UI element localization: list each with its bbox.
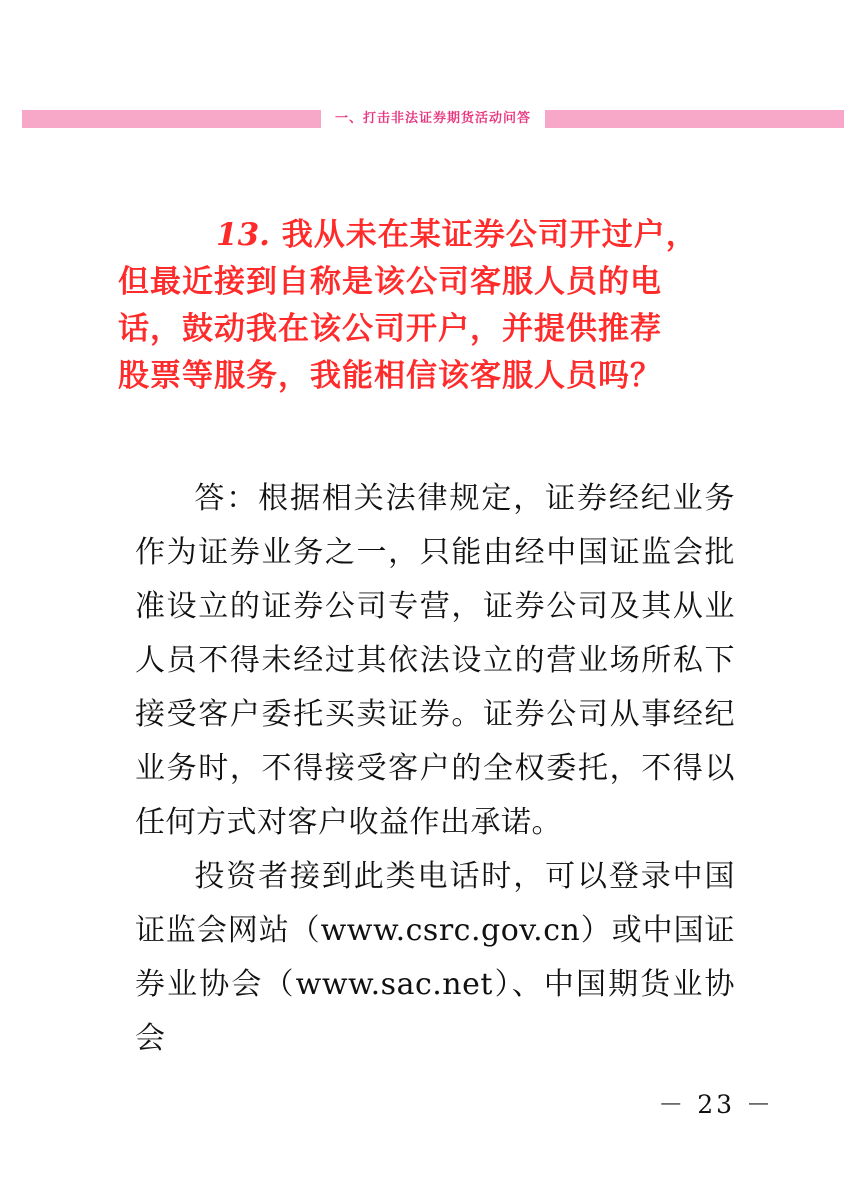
paragraph-2-text: 投资者接到此类电话时，可以登录中国证监会网站（www.csrc.gov.cn）或中国证券业协会（www.sac.net）、中国期货业协会 [135, 859, 735, 1056]
question-line-3: 话，鼓动我在该公司开户，并提供推荐 [118, 311, 662, 347]
paragraph-1 [135, 472, 735, 850]
question-line-4: 股票等服务，我能相信该客服人员吗？ [118, 358, 662, 394]
question-line-2: 但最近接到自称是该公司客服人员的电 [118, 264, 662, 300]
header-rule-right [545, 110, 844, 128]
question-line-1-text: 我从未在某证券公司开过户， [281, 217, 698, 253]
paragraph-1-text: 答：根据相关法律规定，证券经纪业务作为证券业务之一，只能由经中国证监会批准设立的证券公司专营，证券公司及其从业人员不得未经过其依法设立的营业场所私下接受客户委托买卖证券。证券公司从事经纪业务时，不得接受客户的全权委托，不得以任何方式对客户收益作出承诺。 [135, 481, 735, 840]
header-title: 一、打击非法证券期货活动问答 [335, 111, 532, 126]
question-line-1 [118, 212, 758, 259]
header-rule-left [22, 110, 321, 128]
question-number: 13. [216, 217, 270, 253]
answer-body [135, 472, 735, 1066]
question-heading [118, 212, 758, 400]
page-number: － 23 － [658, 1090, 774, 1119]
running-header [22, 108, 844, 130]
paragraph-2 [135, 850, 735, 1066]
